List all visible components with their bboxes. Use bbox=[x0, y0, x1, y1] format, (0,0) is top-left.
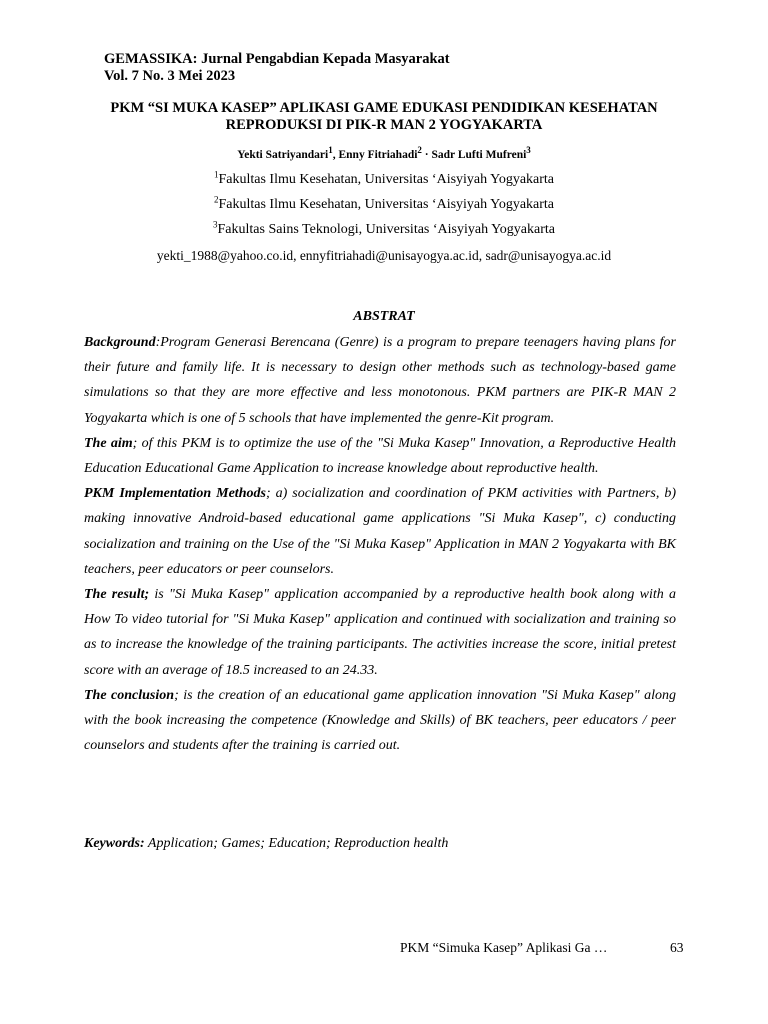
footer-page-number: 63 bbox=[670, 940, 684, 955]
section-label: The aim bbox=[84, 435, 133, 451]
abstract-paragraph-aim bbox=[84, 431, 676, 481]
abstract-paragraph-background bbox=[84, 330, 676, 431]
affiliation-text: Fakultas Ilmu Kesehatan, Universitas ‘Aisyiyah Yogyakarta bbox=[218, 172, 555, 187]
section-text: is "Si Muka Kasep" application accompanied by a reproductive health book along with a How To video tutorial for "Si Muka Kasep" application and continued with socialization and training so as to increase the knowledge of the training participants. The activities increase the score, initial pretest score with an average of 18.5 increased to an 24.33. bbox=[84, 587, 676, 678]
section-text: :Program Generasi Berencana (Genre) is a program to prepare teenagers having plans for their future and family life. It is necessary to design other methods such as technology-based game simulations so that they are more effective and less monotonous. PKM partners are PIK-R MAN 2 Yogyakarta which is one of 5 schools that have implemented the genre-Kit program. bbox=[84, 335, 676, 426]
author-name: Sadr Lufti Mufreni bbox=[431, 149, 527, 161]
section-text: ; a) socialization and coordination of PKM activities with Partners, b) making innovative Android-based educational game applications "Si Muka Kasep", c) conducting socialization and training on the Use of the "Si Muka Kasep" Application in MAN 2 Yogyakarta with BK teachers, peer educators or peer counselors. bbox=[84, 486, 676, 577]
section-label: The conclusion bbox=[84, 687, 175, 703]
author-list bbox=[0, 145, 768, 161]
abstract-paragraph-result bbox=[84, 582, 676, 683]
author-name: Yekti Satriyandari bbox=[237, 149, 329, 161]
keywords-label: Keywords: bbox=[84, 836, 145, 851]
affiliation-text: Fakultas Sains Teknologi, Universitas ‘Aisyiyah Yogyakarta bbox=[217, 222, 555, 237]
journal-name: GEMASSIKA: Jurnal Pengabdian Kepada Masyarakat bbox=[104, 51, 450, 67]
author-emails: yekti_1988@yahoo.co.id, ennyfitriahadi@unisayogya.ac.id, sadr@unisayogya.ac.id bbox=[156, 248, 612, 263]
section-text: ; of this PKM is to optimize the use of the "Si Muka Kasep" Innovation, a Reproductive Health Education Educational Game Application to increase knowledge about reproductive health. bbox=[84, 435, 676, 477]
author-name: Enny Fitriahadi bbox=[338, 149, 418, 161]
title-line-2: REPRODUKSI DI PIK-R MAN 2 YOGYAKARTA bbox=[225, 117, 543, 133]
abstract-heading: ABSTRAT bbox=[353, 309, 415, 324]
journal-volume: Vol. 7 No. 3 Mei 2023 bbox=[104, 68, 236, 84]
author-separator: , bbox=[332, 149, 339, 161]
title-line-1: PKM “SI MUKA KASEP” APLIKASI GAME EDUKASI PENDIDIKAN KESEHATAN bbox=[110, 100, 658, 116]
section-label: The result; bbox=[84, 587, 150, 603]
author-sup: 2 bbox=[417, 145, 422, 156]
footer-running-title: PKM “Simuka Kasep” Aplikasi Ga … bbox=[400, 940, 608, 955]
section-label: Background bbox=[84, 335, 156, 350]
abstract-paragraph-methods bbox=[84, 481, 676, 582]
article-title bbox=[60, 100, 708, 134]
abstract-body bbox=[84, 330, 676, 758]
author-sup: 3 bbox=[526, 145, 531, 156]
affiliation-sup: 2 bbox=[213, 194, 219, 205]
affiliation-1 bbox=[0, 169, 768, 188]
abstract-paragraph-conclusion bbox=[84, 683, 676, 759]
keywords-text: Application; Games; Education; Reproduction health bbox=[144, 836, 449, 851]
author-separator: · bbox=[421, 149, 432, 161]
affiliation-sup: 1 bbox=[213, 169, 219, 180]
affiliation-3 bbox=[0, 219, 768, 238]
journal-header bbox=[104, 51, 450, 85]
keywords bbox=[84, 836, 448, 852]
affiliation-sup: 3 bbox=[213, 219, 218, 230]
author-sup: 1 bbox=[328, 145, 333, 156]
affiliation-text: Fakultas Ilmu Kesehatan, Universitas ‘Aisyiyah Yogyakarta bbox=[218, 197, 555, 212]
affiliation-2 bbox=[0, 194, 768, 213]
section-text: ; is the creation of an educational game application innovation "Si Muka Kasep" along with the book increasing the competence (Knowledge and Skills) of BK teachers, peer educators / peer counselors and students after the training is carried out. bbox=[84, 687, 676, 754]
section-label: PKM Implementation Methods bbox=[84, 486, 266, 502]
